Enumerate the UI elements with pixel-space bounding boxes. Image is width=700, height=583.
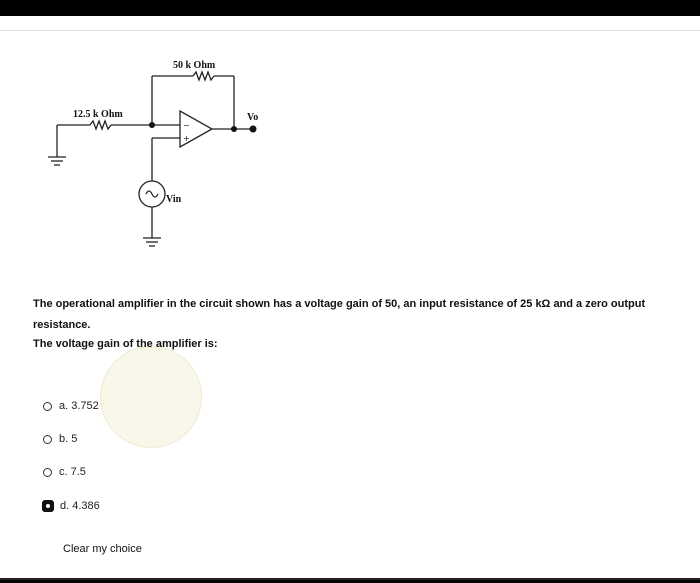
option-label: c. 7.5 (59, 466, 86, 478)
clear-choice-link[interactable]: Clear my choice (63, 543, 142, 555)
option-c[interactable] (43, 464, 86, 480)
option-d[interactable] (43, 498, 100, 514)
feedback-resistor-label: 50 k Ohm (173, 60, 216, 71)
radio-button-selected[interactable] (42, 500, 54, 512)
quiz-page (0, 16, 700, 579)
source-label: Vin (166, 194, 182, 205)
option-label: d. 4.386 (60, 500, 100, 512)
inverting-sign: − (183, 121, 190, 130)
radio-button[interactable] (43, 402, 52, 411)
input-resistor-zigzag (90, 121, 111, 129)
output-terminal (250, 126, 257, 133)
junction-node (149, 122, 155, 128)
feedback-resistor-zigzag (193, 72, 214, 80)
option-b[interactable] (43, 431, 77, 447)
radio-button[interactable] (43, 468, 52, 477)
option-label: a. 3.752 (59, 400, 99, 412)
bottom-border (0, 578, 700, 580)
input-resistor-label: 12.5 k Ohm (73, 109, 123, 120)
circuit-diagram (0, 16, 700, 296)
noninverting-sign: + (183, 134, 190, 143)
junction-node (231, 126, 237, 132)
output-label: Vo (247, 112, 259, 123)
option-a[interactable] (43, 398, 99, 414)
option-label: b. 5 (59, 433, 78, 445)
radio-button[interactable] (43, 435, 52, 444)
watermark-seal (100, 346, 202, 448)
question-text: The operational amplifier in the circuit shown has a voltage gain of 50, an input resistance of 25 kΩ and a zero output resistance. (33, 298, 646, 331)
question-prompt: The voltage gain of the amplifier is: (33, 338, 218, 350)
